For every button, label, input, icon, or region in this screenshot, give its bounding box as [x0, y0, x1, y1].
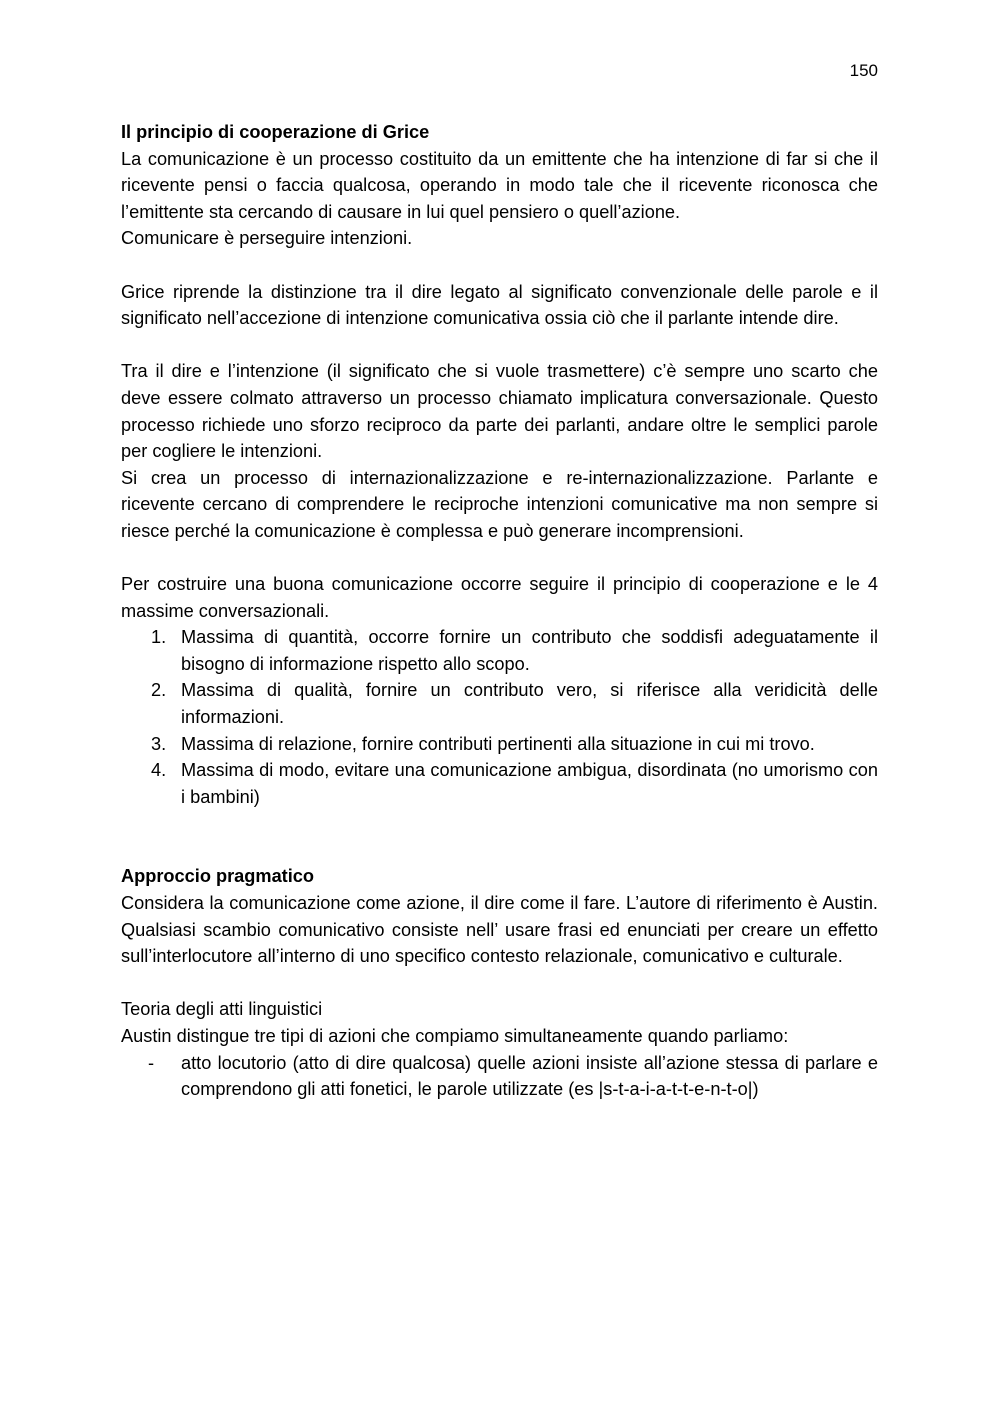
list-item	[121, 757, 878, 810]
list-item-text: Massima di relazione, fornire contributi pertinenti alla situazione in cui mi trovo.	[181, 733, 815, 754]
spacer	[121, 810, 878, 863]
list-number: 4.	[151, 760, 167, 781]
list-item	[121, 677, 878, 730]
list-item-text: atto locutorio (atto di dire qualcosa) quelle azioni insiste all’azione stessa di parlare e comprendono gli atti fonetici, le parole utilizzate (es |s-t-a-i-a-t-t-e-n-t-o|)	[181, 1052, 878, 1100]
spacer	[121, 332, 878, 359]
list-number: 1.	[151, 627, 167, 648]
list-number: 3.	[151, 733, 167, 754]
list-dash: -	[148, 1052, 155, 1073]
page-number: 150	[849, 61, 878, 80]
paragraph: La comunicazione è un processo costituito da un emittente che ha intenzione di far si che il ricevente pensi o faccia qualcosa, operando in modo tale che il ricevente riconosca che l’emittente sta cercando di causare in lui quel pensiero o quell’azione.	[121, 148, 878, 222]
list-item	[121, 1050, 878, 1103]
paragraph: Si crea un processo di internazionalizzazione e re-internazionalizzazione. Parlante e ricevente cercano di comprendere le reciproche intenzioni comunicative ma non sempre si riesce perché la comunicazione è complessa e può generare incomprensioni.	[121, 467, 878, 541]
spacer	[121, 970, 878, 997]
list-item-text: Massima di modo, evitare una comunicazione ambigua, disordinata (no umorismo con i bambini)	[181, 760, 878, 807]
list-number: 2.	[151, 680, 167, 701]
paragraph: Considera la comunicazione come azione, il dire come il fare. L’autore di riferimento è Austin. Qualsiasi scambio comunicativo consiste nell’ usare frasi ed enunciati per creare un effetto sull’interlocutore all’interno di uno specifico contesto relazionale, comunicativo e culturale.	[121, 893, 878, 967]
maxims-list	[121, 624, 878, 810]
spacer	[121, 545, 878, 572]
paragraph: Grice riprende la distinzione tra il dire legato al significato convenzionale delle parole e il significato nell’accezione di intenzione comunicativa ossia ciò che il parlante intende dire.	[121, 281, 878, 329]
subheading: Teoria degli atti linguistici	[121, 999, 323, 1020]
list-item-text: Massima di qualità, fornire un contributo vero, si riferisce alla veridicità delle informazioni.	[181, 680, 878, 728]
list-item	[121, 624, 878, 677]
section-heading-pragmatic: Approccio pragmatico	[121, 866, 315, 887]
list-item-text: Massima di quantità, occorre fornire un contributo che soddisfi adeguatamente il bisogno di informazione rispetto allo scopo.	[181, 627, 878, 674]
paragraph: Per costruire una buona comunicazione occorre seguire il principio di cooperazione e le 4 massime conversazionali.	[121, 574, 878, 621]
paragraph: Tra il dire e l’intenzione (il significato che si vuole trasmettere) c’è sempre uno scarto che deve essere colmato attraverso un processo chiamato implicatura conversazionale. Questo processo richiede uno sforzo reciproco da parte dei parlanti, andare oltre le semplici parole per cogliere le intenzioni.	[121, 361, 878, 462]
paragraph: Austin distingue tre tipi di azioni che compiamo simultaneamente quando parliamo:	[121, 1026, 789, 1046]
document-body	[121, 119, 878, 1103]
paragraph: Comunicare è perseguire intenzioni.	[121, 228, 413, 249]
section-heading-grice: Il principio di cooperazione di Grice	[121, 122, 430, 142]
speech-acts-list	[121, 1050, 878, 1103]
spacer	[121, 252, 878, 279]
list-item	[121, 731, 878, 758]
